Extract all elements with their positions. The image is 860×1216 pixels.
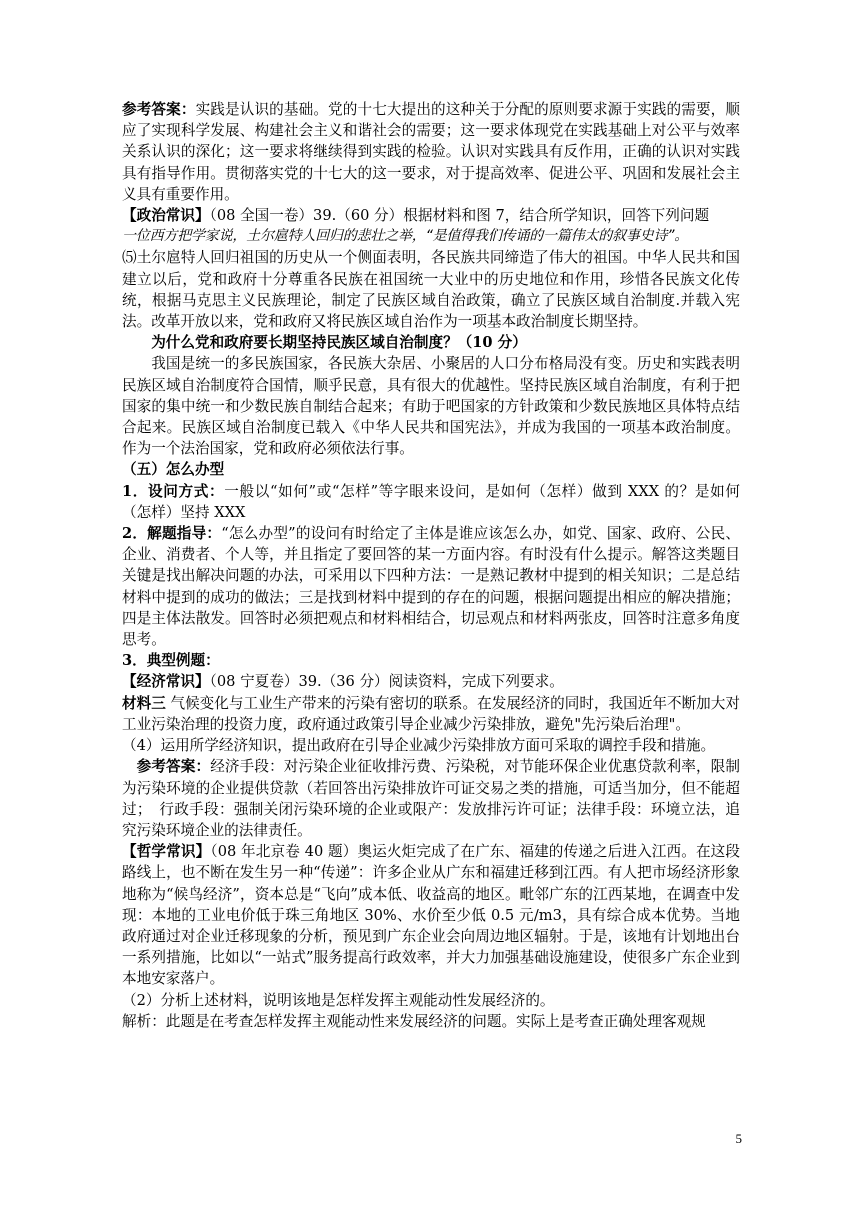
section-heading: （五）怎么办型: [122, 461, 225, 479]
analysis-paragraph: 解析：此题是在考查怎样发挥主观能动性来发展经济的问题。实际上是考查正确处理客观规: [122, 1012, 706, 1030]
answer-paragraph-3: 参考答案：经济手段：对污染企业征收排污费、污染税，对节能环保企业优惠贷款利率，限制为污染环境的企业提供贷款（若回答出污染排放许可证交易之类的措施，可适当加分，但不能超过； 行政手段：强制关闭污染环境的企业或限产：发放排污许可证；法律手段：环境立法，追究污染环境企业的法律责任。: [122, 758, 740, 839]
answer-paragraph-1: 参考答案：实践是认识的基础。党的十七大提出的这种关于分配的原则要求源于实践的需要，顺应了实现科学发展、构建社会主义和谐社会的需要；这一要求体现党在实践基础上对公平与效率关系认识的深化；这一要求将继续得到实践的检验。认识对实践具有反作用，正确的认识对实践具有指导作用。贯彻落实党的十七大的这一要求，对于提高效率、促进公平、巩固和发展社会主义具有重要作用。: [122, 101, 740, 203]
answer-label: 参考答案：: [122, 101, 196, 118]
sub-question-4: （4）运用所学经济知识，提出政府在引导企业减少污染排放方面可采取的调控手段和措施。: [122, 737, 716, 755]
philosophy-paragraph: 【哲学常识】（08 年北京卷 40 题）奥运火炬完成了在广东、福建的传递之后进入江西。在这段路线上，也不断在发生另一种“传递”：许多企业从广东和福建迁移到江西。有人把市场经济形象地称为“候鸟经济”，资本总是“飞向”成本低、收益高的地区。毗邻广东的江西某地，在调查中发现：本地的工业电价低于珠三角地区 30%、水价至少低 0.5 元/m3，具有综合成本优势。当地政府通过对企业迁移现象的分析，预见到广东企业会向周边地区辐射。于是，该地有计划地出台一系列措施，比如以“一站式”服务提高行政效率，并大力加强基础设施建设，使很多广东企业到本地安家落户。: [122, 843, 740, 988]
politics-question-header: 【政治常识】（08 全国一卷）39.（60 分）根据材料和图 7，结合所学知识，回答下列问题: [122, 207, 710, 225]
section-label: 【政治常识】: [122, 207, 210, 225]
quote-line: 一位西方把学家说，土尔扈特人回归的悲壮之举，“是值得我们传诵的一篇伟太的叙事史诗”。: [122, 228, 689, 245]
method-paragraph: 1．设问方式：一般以“如何”或“怎样”等字眼来设问，是如何（怎样）做到 XXX 的？是如何（怎样）坚持 XXX: [122, 482, 741, 521]
page-number: 5: [735, 1131, 742, 1146]
document-page: [122, 99, 740, 1032]
method-label: 1．设问方式：: [122, 482, 225, 500]
answer-label: 参考答案：: [136, 758, 211, 776]
material-paragraph: ⑸土尔扈特人回归祖国的历史从一个侧面表明，各民族共同缔造了伟大的祖国。中华人民共和国建立以后，党和政府十分尊重各民族在祖国统一大业中的历史地位和作用，珍惜各民族文化传统，根据马克思主义民族理论，制定了民族区域自治政策，确立了民族区域自治制度.并载入宪法。改革开放以来，党和政府又将民族区域自治作为一项基本政治制度长期坚持。: [122, 249, 740, 331]
economics-question-header: 【经济常识】（08 宁夏卷）39.（36 分）阅读资料，完成下列要求。: [122, 673, 564, 691]
material-label: 材料三: [122, 694, 166, 712]
guidance-paragraph: 2．解题指导：“怎么办型”的设问有时给定了主体是谁应该怎么办，如党、国家、政府、公民、企业、消费者、个人等，并且指定了要回答的某一方面内容。有时没有什么提示。解答这类题目关键是找出解决问题的办法，可采用以下四种方法：一是熟记教材中提到的相关知识；二是总结材料中提到的成功的做法；三是找到材料中提到的存在的问题，根据问题提出相应的解决措施；四是主体法散发。回答时必须把观点和材料相结合，切忌观点和材料两张皮，回答时注意多角度思考。: [122, 525, 740, 649]
section-label: 【经济常识】: [122, 673, 210, 691]
guidance-label: 2．解题指导：: [122, 525, 222, 543]
answer-paragraph-2: 我国是统一的多民族国家，各民族大杂居、小聚居的人口分布格局没有变。历史和实践表明民族区域自治制度符合国情，顺乎民意，具有很大的优越性。坚持民族区域自治制度，有利于把国家的集中统一和少数民族自制结合起来；有助于吧国家的方针政策和少数民族地区具体特点结合起来。民族区域自治制度已载入《中华人民共和国宪法》，并成为我国的一项基本政治制度。作为一个法治国家，党和政府必须依法行事。: [122, 355, 740, 458]
examples-heading: 3．典型例题：: [122, 652, 220, 670]
question-line: 为什么党和政府要长期坚持民族区域自治制度？（10 分）: [151, 334, 527, 352]
section-label: 【哲学常识】: [122, 843, 211, 861]
sub-question-2: （2）分析上述材料，说明该地是怎样发挥主观能动性发展经济的。: [122, 991, 555, 1009]
material-three-paragraph: 材料三 气候变化与工业生产带来的污染有密切的联系。在发展经济的同时，我国近年不断加大对工业污染治理的投资力度，政府通过政策引导企业减少污染排放，避免"先污染后治理"。: [122, 694, 740, 733]
